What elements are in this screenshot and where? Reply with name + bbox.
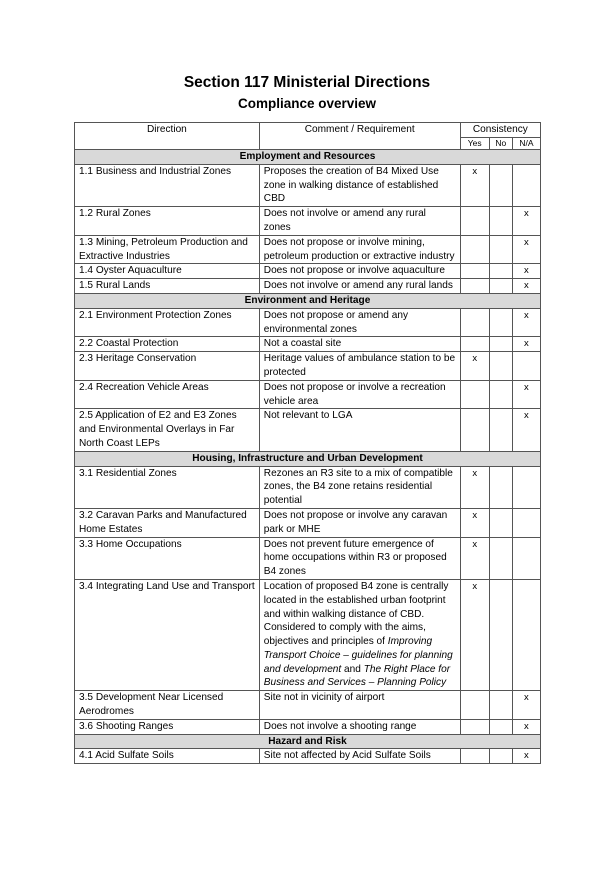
direction-cell: 3.1 Residential Zones <box>75 466 260 508</box>
consistency-no-mark <box>489 691 512 720</box>
consistency-no-mark <box>489 508 512 537</box>
comment-cell: Does not propose or involve a recreation vehicle area <box>259 380 460 409</box>
table-row <box>75 537 541 579</box>
consistency-yes-mark <box>460 308 489 337</box>
direction-cell: 3.6 Shooting Ranges <box>75 719 260 734</box>
consistency-na-mark <box>512 537 540 579</box>
table-row <box>75 164 541 206</box>
comment-cell <box>259 579 460 690</box>
section-header-row <box>75 451 541 466</box>
consistency-na-mark <box>512 164 540 206</box>
consistency-yes-mark <box>460 691 489 720</box>
comment-text: Location of proposed B4 zone is centrally located in the established urban footprint and within walking distance of CBD. Considered to comply with the aims, objectives and principles of <box>263 580 449 648</box>
section-header-row <box>75 293 541 308</box>
page-title: Section 117 Ministerial Directions <box>183 74 431 91</box>
comment-cell: Does not prevent future emergence of home occupations within R3 or proposed B4 zones <box>259 537 460 579</box>
header-yes: Yes <box>460 138 489 150</box>
comment-cell: Not relevant to LGA <box>259 409 460 451</box>
table-row <box>75 279 541 294</box>
comment-cell: Does not involve or amend any rural zones <box>259 207 460 236</box>
direction-cell: 2.4 Recreation Vehicle Areas <box>75 380 260 409</box>
consistency-yes-mark <box>460 235 489 264</box>
consistency-no-mark <box>489 264 512 279</box>
comment-text: and <box>341 663 364 675</box>
consistency-no-mark <box>489 207 512 236</box>
consistency-no-mark <box>489 308 512 337</box>
consistency-yes-mark: x <box>460 164 489 206</box>
consistency-na-mark <box>512 466 540 508</box>
consistency-na-mark <box>512 508 540 537</box>
consistency-no-mark <box>489 719 512 734</box>
comment-text: The Right Place for Business and Services – Planning Policy <box>263 663 451 689</box>
direction-cell: 3.5 Development Near Licensed Aerodromes <box>75 691 260 720</box>
direction-cell: 3.2 Caravan Parks and Manufactured Home Estates <box>75 508 260 537</box>
table-row <box>75 352 541 381</box>
table-row <box>75 235 541 264</box>
direction-cell: 1.2 Rural Zones <box>75 207 260 236</box>
section-title: Employment and Resources <box>75 150 541 165</box>
consistency-na-mark: x <box>512 409 540 451</box>
comment-cell: Does not involve or amend any rural lands <box>259 279 460 294</box>
section-header-row <box>75 150 541 165</box>
direction-cell: 1.4 Oyster Aquaculture <box>75 264 260 279</box>
comment-cell: Heritage values of ambulance station to be protected <box>259 352 460 381</box>
consistency-yes-mark <box>460 409 489 451</box>
direction-cell: 1.5 Rural Lands <box>75 279 260 294</box>
comment-cell: Does not propose or involve any caravan park or MHE <box>259 508 460 537</box>
direction-cell: 1.3 Mining, Petroleum Production and Extractive Industries <box>75 235 260 264</box>
consistency-yes-mark: x <box>460 537 489 579</box>
table-row <box>75 380 541 409</box>
consistency-no-mark <box>489 279 512 294</box>
consistency-no-mark <box>489 380 512 409</box>
consistency-yes-mark <box>460 207 489 236</box>
consistency-na-mark: x <box>512 691 540 720</box>
table-row <box>75 264 541 279</box>
section-title: Hazard and Risk <box>75 734 541 749</box>
comment-cell: Site not in vicinity of airport <box>259 691 460 720</box>
direction-cell: 3.3 Home Occupations <box>75 537 260 579</box>
consistency-na-mark <box>512 579 540 690</box>
consistency-no-mark <box>489 749 512 764</box>
table-row <box>75 749 541 764</box>
comment-cell: Site not affected by Acid Sulfate Soils <box>259 749 460 764</box>
table-row <box>75 466 541 508</box>
consistency-na-mark: x <box>512 235 540 264</box>
consistency-yes-mark: x <box>460 352 489 381</box>
header-direction: Direction <box>75 123 260 150</box>
comment-cell: Does not propose or involve aquaculture <box>259 264 460 279</box>
consistency-no-mark <box>489 409 512 451</box>
header-comment: Comment / Requirement <box>259 123 460 150</box>
consistency-no-mark <box>489 579 512 690</box>
consistency-yes-mark: x <box>460 579 489 690</box>
consistency-no-mark <box>489 337 512 352</box>
header-consistency: Consistency <box>460 123 540 138</box>
comment-cell: Rezones an R3 site to a mix of compatible zones, the B4 zone retains residential potential <box>259 466 460 508</box>
table-row <box>75 579 541 690</box>
direction-cell: 2.1 Environment Protection Zones <box>75 308 260 337</box>
compliance-table <box>74 122 541 764</box>
consistency-no-mark <box>489 352 512 381</box>
consistency-no-mark <box>489 164 512 206</box>
comment-cell: Not a coastal site <box>259 337 460 352</box>
consistency-yes-mark <box>460 264 489 279</box>
section-title: Environment and Heritage <box>75 293 541 308</box>
table-row <box>75 308 541 337</box>
consistency-na-mark: x <box>512 279 540 294</box>
consistency-yes-mark <box>460 749 489 764</box>
table-row <box>75 207 541 236</box>
table-row <box>75 691 541 720</box>
table-row <box>75 337 541 352</box>
comment-text: Improving Transport Choice – guidelines for planning and development <box>263 636 453 675</box>
consistency-na-mark: x <box>512 207 540 236</box>
direction-cell: 1.1 Business and Industrial Zones <box>75 164 260 206</box>
direction-cell: 4.1 Acid Sulfate Soils <box>75 749 260 764</box>
direction-cell: 3.4 Integrating Land Use and Transport <box>75 579 260 690</box>
comment-cell: Does not propose or amend any environmental zones <box>259 308 460 337</box>
table-row <box>75 719 541 734</box>
consistency-na-mark <box>512 352 540 381</box>
consistency-yes-mark <box>460 380 489 409</box>
consistency-yes-mark: x <box>460 466 489 508</box>
consistency-yes-mark <box>460 719 489 734</box>
section-header-row <box>75 734 541 749</box>
comment-cell: Does not propose or involve mining, petroleum production or extractive industry <box>259 235 460 264</box>
header-no: No <box>489 138 512 150</box>
direction-cell: 2.3 Heritage Conservation <box>75 352 260 381</box>
header-na: N/A <box>512 138 540 150</box>
consistency-no-mark <box>489 537 512 579</box>
consistency-na-mark: x <box>512 380 540 409</box>
table-row <box>75 508 541 537</box>
consistency-na-mark: x <box>512 749 540 764</box>
consistency-yes-mark <box>460 279 489 294</box>
consistency-na-mark: x <box>512 264 540 279</box>
consistency-yes-mark: x <box>460 508 489 537</box>
consistency-no-mark <box>489 466 512 508</box>
page-subtitle: Compliance overview <box>237 96 377 111</box>
consistency-na-mark: x <box>512 337 540 352</box>
consistency-no-mark <box>489 235 512 264</box>
comment-cell: Does not involve a shooting range <box>259 719 460 734</box>
direction-cell: 2.2 Coastal Protection <box>75 337 260 352</box>
comment-cell: Proposes the creation of B4 Mixed Use zone in walking distance of established CBD <box>259 164 460 206</box>
consistency-yes-mark <box>460 337 489 352</box>
section-title: Housing, Infrastructure and Urban Development <box>75 451 541 466</box>
consistency-na-mark: x <box>512 308 540 337</box>
direction-cell: 2.5 Application of E2 and E3 Zones and Environmental Overlays in Far North Coast LEPs <box>75 409 260 451</box>
table-row <box>75 409 541 451</box>
consistency-na-mark: x <box>512 719 540 734</box>
